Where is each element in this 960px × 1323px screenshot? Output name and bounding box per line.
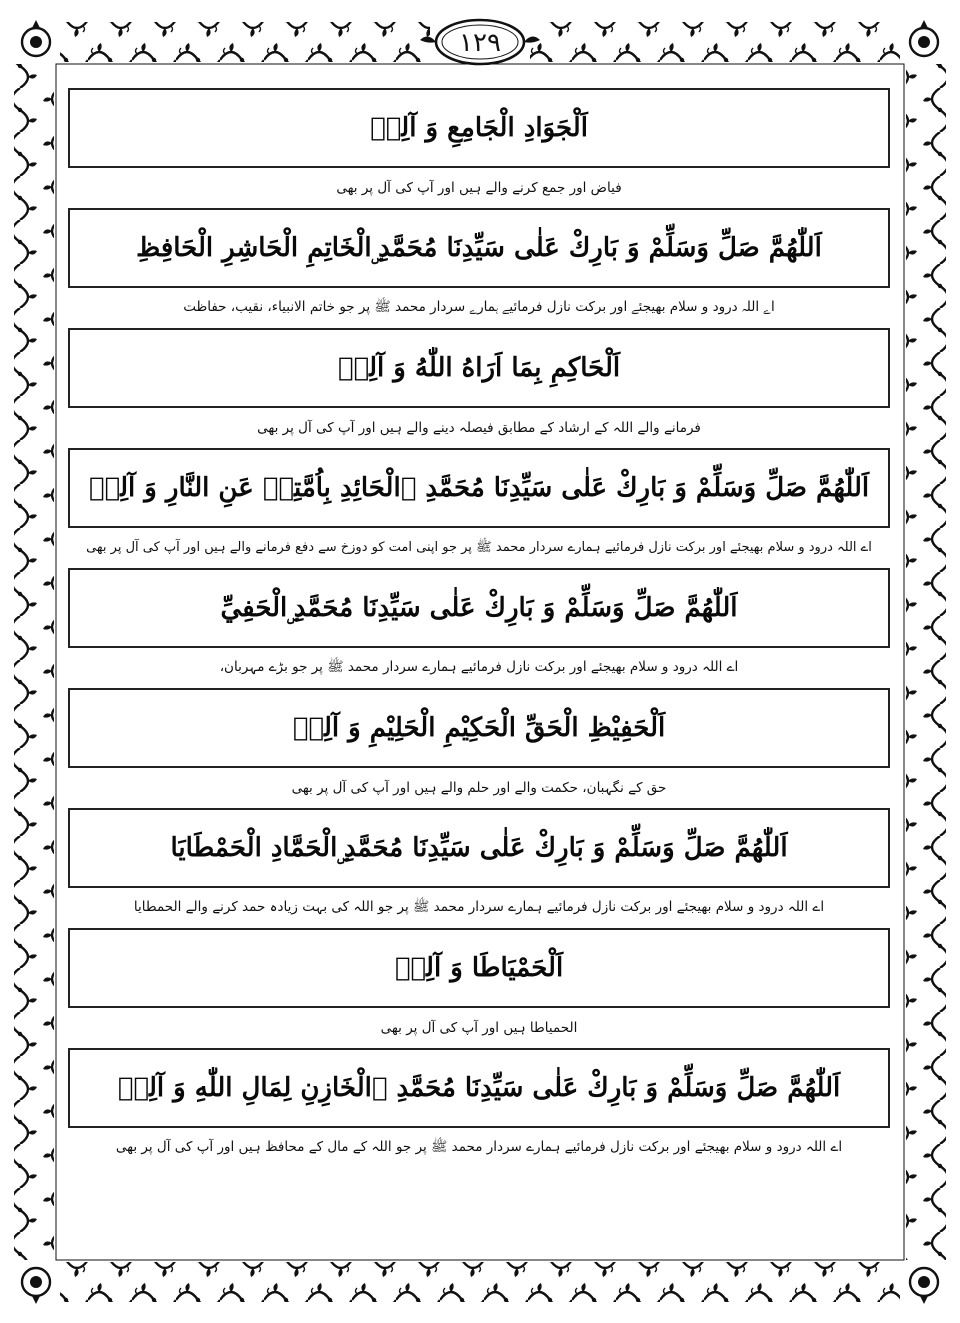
arabic-verse: اَللّٰھُمَّ صَلِّ وَسَلِّمْ وَ بَارِكْ عَلٰى سَيِّدِنَا مُحَمَّدِ ۣالْخَاتِمِ الْحَاشِرِ الْحَافِظِ bbox=[136, 232, 822, 263]
arabic-verse-box bbox=[68, 448, 890, 528]
arabic-verse-box bbox=[68, 928, 890, 1008]
arabic-verse: اَلْحَمْيَاطَا وَ آلِهٖ bbox=[394, 953, 564, 983]
urdu-translation-text: حق کے نگہبان، حکمت والے اور حلم والے ہیں اور آپ کی آل پر بھی bbox=[291, 780, 667, 796]
arabic-verse-box bbox=[68, 808, 890, 888]
arabic-verse-box bbox=[68, 328, 890, 408]
urdu-translation-text: اے اللہ درود و سلام بھیجئے اور برکت نازل فرمائیے ہمارے سردار محمد ﷺ پر جو اللہ کے مال کے محافظ ہیں اور آپ کی آل پر بھی bbox=[115, 1139, 843, 1155]
arabic-verse: اَللّٰھُمَّ صَلِّ وَسَلِّمْ وَ بَارِكْ عَلٰى سَيِّدِنَا مُحَمَّدِ ۣالْحَمَّادِ الْحَمْطَايَا bbox=[170, 832, 788, 863]
arabic-verse-box bbox=[68, 688, 890, 768]
arabic-verse: اَلْجَوَادِ الْجَامِعِ وَ آلِهٖ bbox=[370, 113, 588, 143]
arabic-verse: اَللّٰھُمَّ صَلِّ وَسَلِّمْ وَ بَارِكْ عَلٰى سَيِّدِنَا مُحَمَّدِ ۣالْحَائِدِ بِاُمَّتِهٖ عَنِ النَّارِ وَ آلِهٖ bbox=[88, 473, 870, 503]
arabic-verse: اَلْحَاكِمِ بِمَا اَرَاهُ اللّٰهُ وَ آلِهٖ bbox=[337, 353, 621, 383]
urdu-translation-text: اے اللہ درود و سلام بھیجئے اور برکت نازل فرمائیے ہمارے سردار محمد ﷺ پر جو خاتم الانبیاء، نقیب، حفاظت bbox=[183, 299, 775, 315]
urdu-translation bbox=[68, 648, 890, 688]
page-number-cartouche bbox=[430, 16, 530, 70]
urdu-translation bbox=[68, 768, 890, 808]
arabic-verse: اَلْحَفِيْظِ الْحَقِّ الْحَكِيْمِ الْحَلِيْمِ وَ آلِهٖ bbox=[292, 713, 666, 743]
arabic-verse: اَللّٰھُمَّ صَلِّ وَسَلِّمْ وَ بَارِكْ عَلٰى سَيِّدِنَا مُحَمَّدِ ۣالْحَفِيِّ bbox=[220, 592, 738, 623]
urdu-translation bbox=[68, 288, 890, 328]
prayer-list bbox=[68, 88, 894, 1168]
urdu-translation bbox=[68, 528, 890, 568]
urdu-translation bbox=[68, 168, 890, 208]
urdu-translation-text: اے اللہ درود و سلام بھیجئے اور برکت نازل فرمائیے ہمارے سردار محمد ﷺ پر جو بڑے مہربان، bbox=[219, 659, 739, 675]
urdu-translation bbox=[68, 888, 890, 928]
arabic-verse: اَللّٰھُمَّ صَلِّ وَسَلِّمْ وَ بَارِكْ عَلٰى سَيِّدِنَا مُحَمَّدِ ۣالْخَازِنِ لِمَالِ اللّٰهِ وَ آلِهٖ bbox=[117, 1073, 841, 1103]
urdu-translation-text: اے اللہ درود و سلام بھیجئے اور برکت نازل فرمائیے ہمارے سردار محمد ﷺ پر جو اپنی امت کو دوزخ سے دفع فرمانے والے ہیں اور آپ کی آل پر بھی bbox=[86, 539, 872, 555]
arabic-verse-box bbox=[68, 208, 890, 288]
urdu-translation-text: فیاض اور جمع کرنے والے ہیں اور آپ کی آل پر بھی bbox=[336, 180, 622, 196]
urdu-translation-text: فرمانے والے اللہ کے ارشاد کے مطابق فیصلہ دینے والے ہیں اور آپ کی آل پر بھی bbox=[257, 420, 701, 436]
urdu-translation-text: اے اللہ درود و سلام بھیجئے اور برکت نازل فرمائیے ہمارے سردار محمد ﷺ پر جو اللہ کی بہت زیادہ حمد کرنے والے الحمطایا bbox=[133, 899, 825, 915]
urdu-translation bbox=[68, 408, 890, 448]
urdu-translation-text: الحمیاطا ہیں اور آپ کی آل پر بھی bbox=[380, 1020, 578, 1036]
arabic-verse-box bbox=[68, 1048, 890, 1128]
arabic-verse-box bbox=[68, 568, 890, 648]
page-number: ١٢٩ bbox=[459, 28, 501, 58]
urdu-translation bbox=[68, 1008, 890, 1048]
arabic-verse-box bbox=[68, 88, 890, 168]
urdu-translation bbox=[68, 1128, 890, 1168]
